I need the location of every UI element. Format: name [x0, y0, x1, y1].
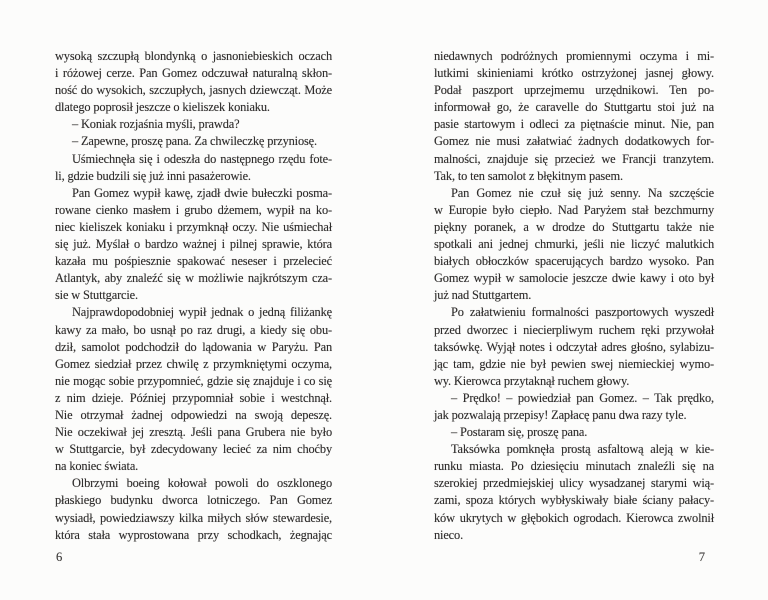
text-line: białych obłoczków spacerujących bardzo wysoko. Pan — [434, 254, 714, 269]
text-line: Taksówka pomknęła prostą asfaltową aleją w kie- — [451, 442, 714, 457]
text-line: i różowej cerze. Pan Gomez odczuwał naturalną skłon- — [55, 66, 332, 81]
text-line: Najprawdopodobniej wypił jednak o jedną filiżankę — [72, 305, 332, 320]
text-line: się już. Myślał o bardzo ważnej i pilnej sprawie, która — [55, 237, 332, 252]
text-line: dlatego poprosił jeszcze o kieliszek koniaku. — [55, 100, 270, 115]
text-line: – Prędko! – powiedział pan Gomez. – Tak prędko, — [451, 390, 714, 405]
page-number: 6 — [56, 550, 63, 564]
text-line: ków ukrytych w głębokich ogrodach. Kierowca zwolnił — [434, 510, 714, 525]
text-line: kazała mu pośpiesznie spakować neseser i przelecieć — [55, 254, 332, 269]
text-line: pasie startowym i odleci za piętnaście minut. Nie, pan — [434, 117, 714, 132]
paragraph — [55, 304, 332, 475]
page-number: 7 — [698, 550, 705, 564]
text-line: jąc tam, gdzie nie był pewien swej niemieckiej wymo- — [434, 356, 714, 371]
text-line: Po załatwieniu formalności paszportowych wyszedł — [451, 305, 714, 320]
text-line: sie w Stuttgarcie. — [55, 288, 138, 303]
text-line: taksówkę. Wyjął notes i odczytał adres głośno, sylabizu- — [434, 339, 714, 354]
text-line: na koniec świata. — [55, 459, 139, 474]
text-line: nieco. — [434, 527, 464, 542]
text-line: Olbrzymi boeing kołował powoli do oszklonego — [72, 476, 332, 491]
text-line: Nie oczekiwał jej zresztą. Jeśli pana Grubera nie było — [55, 425, 332, 440]
text-line: już nad Stuttgartem. — [434, 288, 532, 303]
text-line: przed dworzec i niecierpliwym ruchem ręki przywołał — [434, 322, 714, 337]
paragraph — [55, 116, 332, 133]
text-line: lutkimi skinieniami krótko ostrzyżonej jasnej głowy. — [434, 66, 714, 81]
text-line: Pan Gomez wypił kawę, zjadł dwie bułeczki posma- — [72, 185, 332, 200]
text-line: nie mogąc sobie przypomnieć, gdzie się znajduje i co się — [55, 373, 332, 388]
paragraph — [55, 48, 332, 116]
paragraph — [434, 48, 714, 185]
text-line: Gomez siedział przez chwilę z przymkniętymi oczyma, — [55, 356, 332, 371]
text-line: rowane cienko masłem i grubo dżemem, wypił na ko- — [55, 202, 332, 217]
text-line: wysiadł, powiedziawszy kilka miłych słów stewardesie, — [55, 510, 332, 525]
text-line: Gomez wypił w samolocie jeszcze dwie kawy i oto był — [434, 271, 714, 286]
text-line: piękny poranek, a w drodze do Stuttgartu także nie — [434, 219, 714, 234]
text-line: runku miasta. Po dziesięciu minutach znaleźli się na — [434, 459, 714, 474]
paragraph — [434, 441, 714, 544]
paragraph — [434, 424, 714, 441]
paragraph — [55, 475, 332, 543]
page-left — [55, 0, 332, 600]
text-line: Uśmiechnęła się i odeszła do następnego rzędu fote- — [72, 151, 332, 166]
text-line: spotkali ani jednej chmurki, jeśli nie liczyć malutkich — [434, 237, 714, 252]
paragraph — [55, 133, 332, 150]
text-line: dził, samolot podchodził do lądowania w Paryżu. Pan — [55, 339, 332, 354]
page-right — [434, 0, 714, 600]
text-line: niec kieliszek koniaku i przymknął oczy. Nie uśmiechał — [55, 219, 332, 234]
text-line: Tak, to ten samolot z błękitnym pasem. — [434, 168, 623, 183]
text-line: wy. Kierowca przytaknął ruchem głowy. — [434, 373, 630, 388]
text-line: Atlantyk, aby znaleźć się w możliwie najkrótszym cza- — [55, 271, 332, 286]
text-line: li, gdzie budzili się już inni pasażerowie. — [55, 168, 251, 183]
text-line: Gomez nie musi załatwiać żadnych dodatkowych for- — [434, 134, 714, 149]
paragraph — [434, 185, 714, 305]
text-line: informował go, że caravelle do Stuttgartu stoi już na — [434, 100, 714, 115]
paragraph — [434, 304, 714, 389]
text-line: w Europie było ciepło. Nad Paryżem stał bezchmurny — [434, 202, 714, 217]
text-line: kawy za mało, bo usnął po raz drugi, a kiedy się obu- — [55, 322, 332, 337]
text-line: płaskiego budynku dworca lotniczego. Pan Gomez — [55, 493, 332, 508]
page-right-text — [434, 48, 714, 544]
text-line: zami, spoza których wybłyskiwały białe ściany pałacy- — [434, 493, 714, 508]
text-line: Pan Gomez nie czuł się już senny. Na szczęście — [451, 185, 714, 200]
paragraph — [55, 151, 332, 185]
text-line: ność do wysokich, szczupłych, jasnych dziewcząt. Może — [55, 83, 332, 98]
text-line: – Postaram się, proszę pana. — [451, 425, 588, 440]
text-line: niedawnych podróżnych promiennymi oczyma i mi- — [434, 49, 714, 63]
text-line: szerokiej przedmiejskiej ulicy wysadzanej starymi wią- — [434, 476, 714, 491]
paragraph — [434, 390, 714, 424]
text-line: Nie otrzymał żadnej odpowiedzi na swoją depeszę. — [55, 407, 332, 422]
text-line: jak pozwalają przepisy! Zapłacę panu dwa razy tyle. — [434, 407, 687, 422]
text-line: – Koniak rozjaśnia myśli, prawda? — [72, 117, 240, 132]
page-left-text — [55, 48, 332, 544]
paragraph — [55, 185, 332, 305]
text-line: – Zapewne, proszę pana. Za chwileczkę przyniosę. — [72, 134, 317, 149]
text-line: wysoką szczupłą blondynką o jasnoniebieskich oczach — [55, 49, 332, 63]
text-line: Podał paszport uprzejmemu urzędnikowi. Ten po- — [434, 83, 714, 98]
text-line: która stała wyprostowana przy schodkach, żegnając — [55, 527, 332, 542]
text-line: w Stuttgarcie, był zdecydowany lecieć za nim choćby — [55, 442, 332, 457]
text-line: malności, znajduje się przecież we Francji tranzytem. — [434, 151, 714, 166]
text-line: z nim dzieje. Później przypomniał sobie i westchnął. — [55, 390, 332, 405]
